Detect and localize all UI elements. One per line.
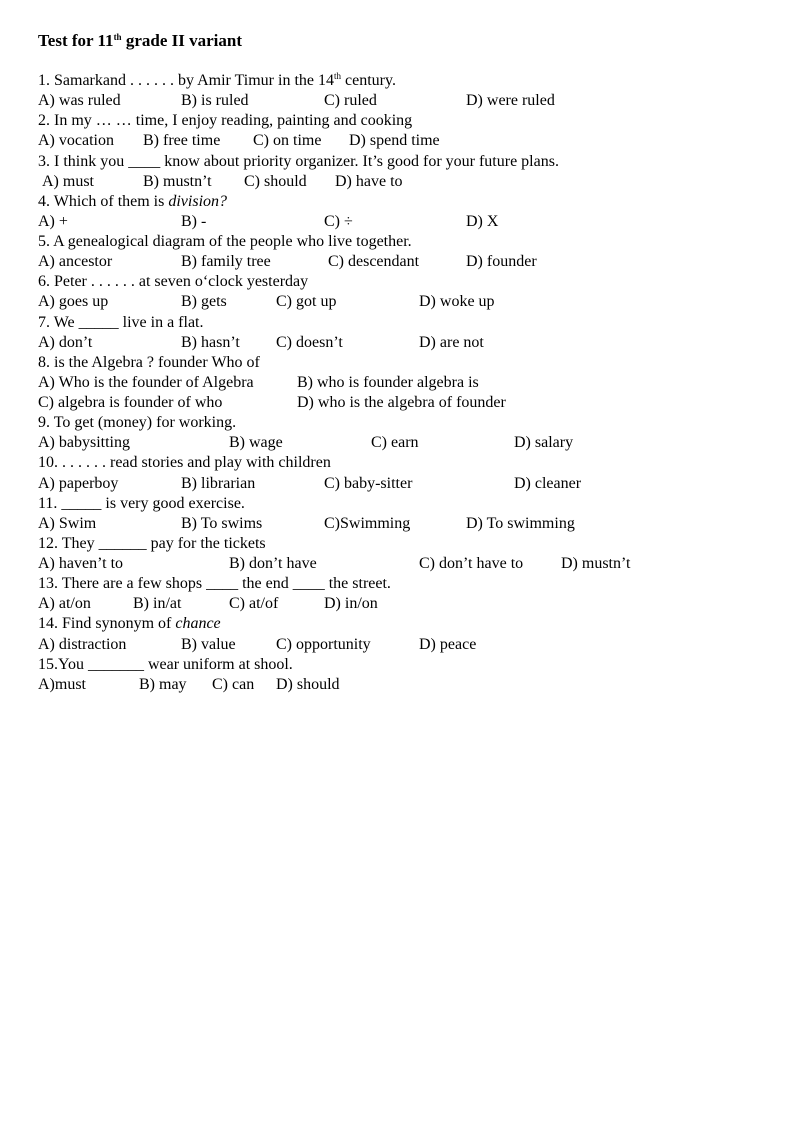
option-b[interactable]: B) - xyxy=(181,212,207,230)
option-d[interactable]: D) are not xyxy=(419,333,484,351)
option-d[interactable]: D) mustn’t xyxy=(561,555,631,572)
option-b[interactable]: B) is ruled xyxy=(181,92,249,110)
question-2: 2. In my … … time, I enjoy reading, painting and cooking xyxy=(38,112,413,130)
question-8-options-row-2 xyxy=(38,393,778,413)
option-c[interactable]: C) earn xyxy=(371,434,419,452)
option-b[interactable]: B) wage xyxy=(229,434,283,452)
option-a[interactable]: A) was ruled xyxy=(38,92,121,110)
option-d[interactable]: D) were ruled xyxy=(466,92,555,110)
option-d[interactable]: D) To swimming xyxy=(466,514,575,532)
option-a[interactable]: A) vocation xyxy=(38,132,114,150)
question-9-options xyxy=(38,433,778,453)
title-text-rest: grade II variant xyxy=(121,31,242,50)
question-8-options-row-1 xyxy=(38,373,778,393)
question-5-options xyxy=(38,252,778,272)
question-emphasis: chance xyxy=(175,615,221,633)
option-b[interactable]: B) may xyxy=(139,675,187,693)
question-text: 1. Samarkand . . . . . . by Amir Timur in the 14 xyxy=(38,72,334,89)
option-b[interactable]: B) gets xyxy=(181,293,227,311)
question-10-options xyxy=(38,474,778,494)
question-9: 9. To get (money) for working. xyxy=(38,414,237,432)
option-a[interactable]: A)must xyxy=(38,675,86,693)
option-a[interactable]: A) haven’t to xyxy=(38,555,124,572)
option-c[interactable]: C) doesn’t xyxy=(276,333,343,351)
question-text: 14. Find synonym of xyxy=(38,615,176,633)
question-1-options xyxy=(38,91,778,111)
option-d[interactable]: D) who is the algebra of founder xyxy=(297,394,506,411)
option-a[interactable]: A) ancestor xyxy=(38,253,113,271)
test-sheet xyxy=(38,30,778,695)
option-c[interactable]: C)Swimming xyxy=(324,514,411,532)
option-a[interactable]: A) must xyxy=(42,172,94,190)
option-b[interactable]: B) who is founder algebra is xyxy=(297,373,479,391)
option-d[interactable]: D) founder xyxy=(466,253,537,271)
option-a[interactable]: A) Swim xyxy=(38,514,97,532)
question-15: 15.You _______ wear uniform at shool. xyxy=(38,655,293,673)
option-d[interactable]: D) spend time xyxy=(349,132,440,150)
option-c[interactable]: C) can xyxy=(212,675,255,693)
question-4 xyxy=(38,192,778,212)
question-7-options xyxy=(38,333,778,353)
option-c[interactable]: C) ruled xyxy=(324,92,377,110)
option-c[interactable]: C) ÷ xyxy=(324,212,353,230)
option-d[interactable]: D) woke up xyxy=(419,293,495,311)
question-2-options xyxy=(38,131,778,151)
question-14 xyxy=(38,614,778,634)
option-b[interactable]: B) librarian xyxy=(181,474,256,492)
question-4-options xyxy=(38,212,778,232)
question-13: 13. There are a few shops ____ the end ____ the street. xyxy=(38,575,391,593)
option-c[interactable]: C) at/of xyxy=(229,595,279,613)
question-text: 4. Which of them is xyxy=(38,192,169,210)
question-13-options xyxy=(38,594,778,614)
option-d[interactable]: D) cleaner xyxy=(514,474,582,492)
option-c[interactable]: C) don’t have to xyxy=(419,555,524,572)
option-c[interactable]: C) descendant xyxy=(328,253,420,271)
option-c[interactable]: C) got up xyxy=(276,293,337,311)
option-a[interactable]: A) Who is the founder of Algebra xyxy=(38,373,254,391)
option-b[interactable]: B) don’t have xyxy=(229,555,317,572)
option-a[interactable]: A) + xyxy=(38,212,68,230)
option-b[interactable]: B) free time xyxy=(143,132,221,150)
option-d[interactable]: D) have to xyxy=(335,172,403,190)
option-a[interactable]: A) babysitting xyxy=(38,434,130,452)
option-b[interactable]: B) family tree xyxy=(181,253,271,271)
title-text: Test for 11 xyxy=(38,31,114,50)
option-d[interactable]: D) peace xyxy=(419,635,477,653)
question-12: 12. They ______ pay for the tickets xyxy=(38,534,266,552)
question-14-options xyxy=(38,635,778,655)
question-emphasis: division? xyxy=(168,192,228,210)
option-a[interactable]: A) don’t xyxy=(38,333,93,351)
option-d[interactable]: D) should xyxy=(276,675,340,693)
question-7: 7. We _____ live in a flat. xyxy=(38,313,204,331)
option-d[interactable]: D) salary xyxy=(514,434,574,452)
question-8: 8. is the Algebra ? founder Who of xyxy=(38,353,260,371)
question-11-options xyxy=(38,514,778,534)
question-text-rest: century. xyxy=(341,72,396,89)
question-3-options xyxy=(38,172,778,192)
option-b[interactable]: B) mustn’t xyxy=(143,172,212,190)
question-superscript: th xyxy=(334,71,342,81)
question-10: 10. . . . . . . read stories and play with children xyxy=(38,454,331,472)
question-6-options xyxy=(38,292,778,312)
option-a[interactable]: A) distraction xyxy=(38,635,127,653)
page-title xyxy=(38,30,778,52)
option-b[interactable]: B) in/at xyxy=(133,595,182,613)
option-b[interactable]: B) value xyxy=(181,635,236,653)
option-c[interactable]: C) baby-sitter xyxy=(324,474,413,492)
title-superscript: th xyxy=(113,32,122,42)
option-b[interactable]: B) hasn’t xyxy=(181,333,240,351)
question-5: 5. A genealogical diagram of the people who live together. xyxy=(38,233,412,250)
option-c[interactable]: C) on time xyxy=(253,132,322,150)
option-c[interactable]: C) algebra is founder of who xyxy=(38,394,223,411)
option-a[interactable]: A) goes up xyxy=(38,293,109,311)
question-12-options xyxy=(38,554,778,574)
option-d[interactable]: D) in/on xyxy=(324,595,378,613)
option-a[interactable]: A) at/on xyxy=(38,595,91,613)
question-3: 3. I think you ____ know about priority organizer. It’s good for your future plans. xyxy=(38,152,559,170)
option-d[interactable]: D) X xyxy=(466,212,499,230)
question-15-options xyxy=(38,675,778,695)
option-b[interactable]: B) To swims xyxy=(181,514,263,532)
option-c[interactable]: C) should xyxy=(244,172,307,190)
option-c[interactable]: C) opportunity xyxy=(276,635,371,653)
question-1 xyxy=(38,71,778,91)
option-a[interactable]: A) paperboy xyxy=(38,474,119,492)
question-11: 11. _____ is very good exercise. xyxy=(38,494,245,512)
question-6: 6. Peter . . . . . . at seven o‘clock yesterday xyxy=(38,273,309,291)
